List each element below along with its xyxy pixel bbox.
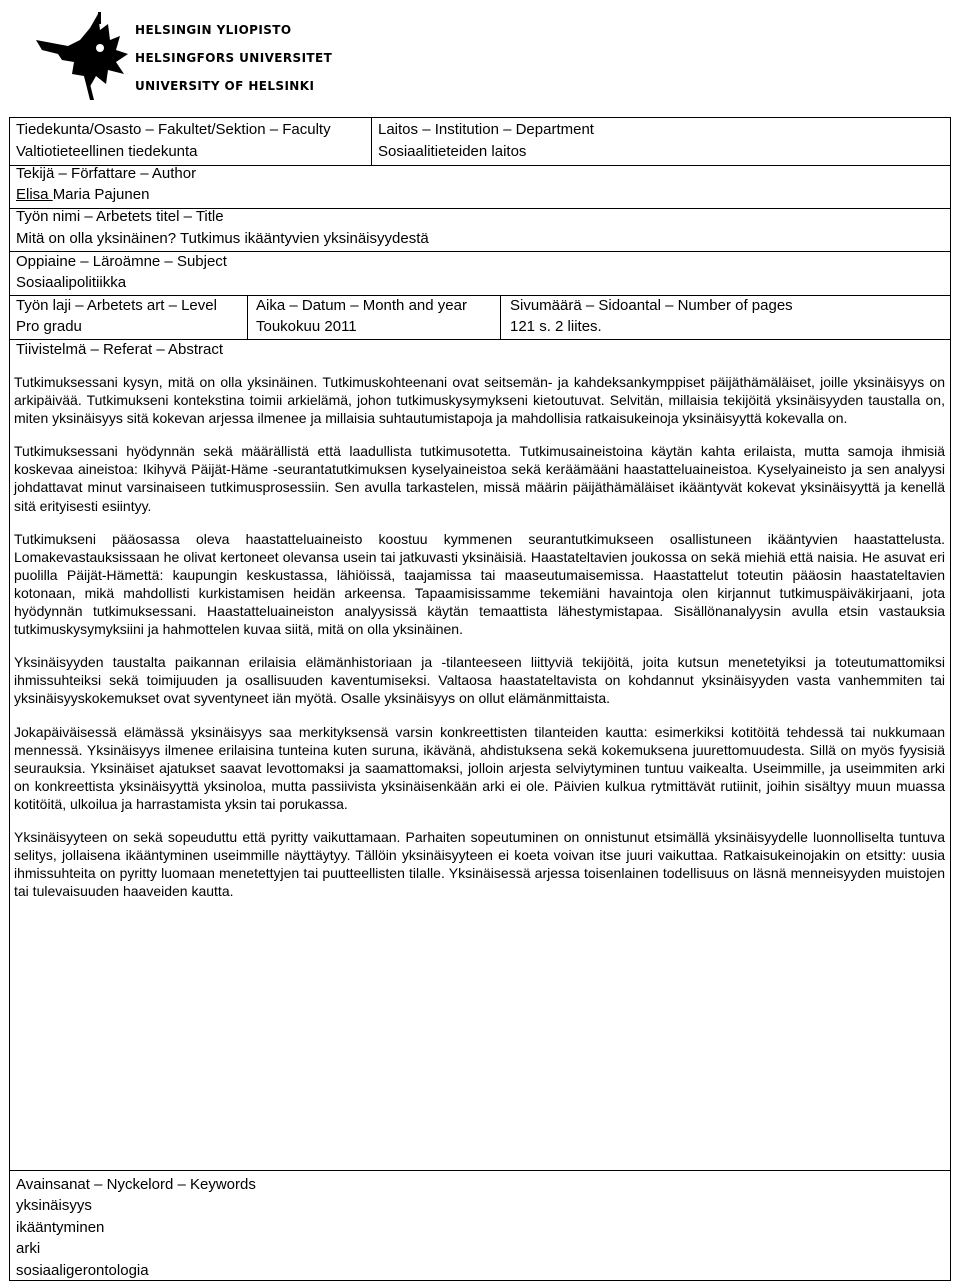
abstract-paragraph: Tutkimukseni pääosassa oleva haastatteluaineisto koostuu kymmenen seurantutkimukseen osallistuneen ikääntyvien haastattelusta. Lomakevastauksissaan he olivat kertoneet olevansa usein tai jatkuvasti yksinäisiä. Haastateltavien joukossa on sekä miehiä että naisia. He asuvat eri puolilla Päijät-Hämettä: kaupungin keskustassa, lähiöissä, taajamissa tai maaseutumaisemissa. Haastattelut toteutin pääosin haastateltavien kotonaan, mikä mahdollisti kurkistamisen heidän arkeensa. Tapaamisissamme tekemiäni havaintoja olen kirjannut tutkimuspäiväkirjaani, jota hyödynnän tutkimuksessani. Haastatteluaineiston analyysissä käytän temaattista lähestymistapaa. Sisällönanalyysin avulla etsin vastauksia tutkimuskysymyksiini ja hahmottelen kuvaa siitä, mitä on olla yksinäinen.: [14, 530, 945, 638]
faculty-value: Valtiotieteellinen tiedekunta: [16, 143, 198, 160]
date-label: Aika – Datum – Month and year: [256, 297, 467, 314]
author-label: Tekijä – Författare – Author: [16, 165, 197, 182]
abstract-paragraph: Tutkimuksessani hyödynnän sekä määrällistä että laadullista tutkimusotetta. Tutkimusaineistoina käytän kahta erilaista, mutta samoja ihmisiä koskevaa aineistoa: Ikihyvä Päijät-Häme -seurantatutkimuksen kyselyaineistoa sekä keräämääni haastatteluaineistoa. Kyselyaineisto ja sen analyysi johdattavat minut varsinaiseen tutkimusprosessiin. Sen avulla tarkastelen, missä määrin päijäthämäläiset ikääntyvät kokevat yksinäisyyttä ja kenellä sitä erityisesti esiintyy.: [14, 443, 945, 514]
level-divider: [247, 295, 248, 339]
author-value: [16, 184, 149, 206]
university-name-en: UNIVERSITY OF HELSINKI: [135, 79, 315, 93]
date-divider: [500, 295, 501, 339]
university-name-fi: HELSINGIN YLIOPISTO: [135, 23, 292, 37]
faculty-divider: [371, 117, 372, 165]
abstract-paragraph: Yksinäisyyteen on sekä sopeuduttu että pyritty vaikuttamaan. Parhaiten sopeutuminen on onnistunut etsimällä yksinäisyydelle luonnolliselta tuntuva selitys, jollaisena ikääntyminen useimmille näyttäytyy. Tällöin yksinäisyyteen ei koeta voivan itse juuri vaikuttaa. Ratkaisukeinojakin on etsitty: uusia ihmissuhteita on pyritty luomaan menetettyjen tai puutteellisten tilalle. Yksinäisessä arjessa toisenlainen todellisuus on läsnä menneisyyden muistojen tai tulevaisuuden haaveiden kautta.: [14, 828, 945, 900]
department-label: Laitos – Institution – Department: [378, 121, 594, 138]
abstract-paragraph: Tutkimuksessani kysyn, mitä on olla yksinäinen. Tutkimuskohteenani ovat seitsemän- ja kahdeksankymppiset päijäthämäläiset, joille yksinäisyys on arkipäivää. Tutkimukseni kontekstina toimii arkielämä, johon tutkimuskysymykseni kietoutuvat. Selvitän, millaisia tekijöitä yksinäisyyden taustalla on, miten yksinäisyys sitä kokevan arjessa ilmenee ja millaisia suhtautumistapoja ja mahdollisia ratkaisukeinoja yksinäisyyttä kokevalla on.: [14, 374, 945, 427]
department-value: Sosiaalitieteiden laitos: [378, 143, 527, 160]
keyword-item: arki: [16, 1240, 41, 1258]
subject-value: Sosiaalipolitiikka: [16, 274, 127, 291]
university-logo: [28, 10, 136, 102]
abstract-label: Tiivistelmä – Referat – Abstract: [16, 341, 224, 358]
keyword-item: yksinäisyys: [16, 1197, 92, 1215]
author-first-name: Elisa: [16, 186, 53, 203]
row-divider-6: [9, 1170, 951, 1171]
university-name-sv: HELSINGFORS UNIVERSITET: [135, 51, 333, 65]
abstract-body: [14, 373, 945, 915]
abstract-paragraph: Yksinäisyyden taustalta paikannan erilaisia elämänhistoriaan ja -tilanteeseen liittyviä tekijöitä, joita kutsun menetetyiksi ja toteutumattomiksi ihmissuhteiksi sekä toimijuuden ja osallisuuden kaventumiseksi. Valtaosa haastateltavista on kohdannut yksinäisyyden vasta vanhemmiten tai yksinäisyyskokemukset ovat syventyneet iän myötä. Osalle yksinäisyys on ollut elämänmittaista.: [14, 654, 945, 707]
pages-label: Sivumäärä – Sidoantal – Number of pages: [510, 297, 793, 314]
abstract-paragraph: Jokapäiväisessä elämässä yksinäisyys saa merkityksensä varsin konkreettisten tilanteiden kautta: esimerkiksi kotitöitä tehdessä tai nukkumaan mennessä. Yksinäisyys ilmenee erilaisina tunteina kuten suruna, ikävänä, ahdistuksena sekä kokemuksena juurettomuudesta. Sillä on myös fyysisiä seurauksia. Yksinäiset ajatukset saavat levottomaksi ja saamattomaksi, jolloin arjesta selviytyminen tuntuu vaikealta. Useimmille, ja useimmiten arki on konkreettista yksinäisyyttä yksinoloa, mutta passiivista yksinäisenkään arki ei ole. Päivien kulkua rytmittävät rutiinit, joihin sisältyy muun muassa kotitöitä, ulkoilua ja harrastamista yksin tai porukassa.: [14, 723, 945, 812]
keyword-item: sosiaaligerontologia: [16, 1261, 149, 1279]
keyword-item: ikääntyminen: [16, 1218, 105, 1236]
level-value: Pro gradu: [16, 318, 82, 335]
subject-label: Oppiaine – Läroämne – Subject: [16, 253, 227, 270]
date-value: Toukokuu 2011: [256, 318, 357, 335]
title-label: Työn nimi – Arbetets titel – Title: [16, 208, 224, 225]
author-rest-name: Maria Pajunen: [52, 186, 150, 203]
flame-icon: [28, 10, 136, 102]
title-value: Mitä on olla yksinäinen? Tutkimus ikääntyvien yksinäisyydestä: [16, 230, 429, 247]
faculty-label: Tiedekunta/Osasto – Fakultet/Sektion – Faculty: [16, 121, 331, 138]
keywords-label: Avainsanat – Nyckelord – Keywords: [16, 1176, 256, 1193]
keywords-block: [16, 1174, 256, 1281]
pages-value: 121 s. 2 liites.: [510, 318, 602, 335]
level-label: Työn laji – Arbetets art – Level: [16, 297, 217, 314]
